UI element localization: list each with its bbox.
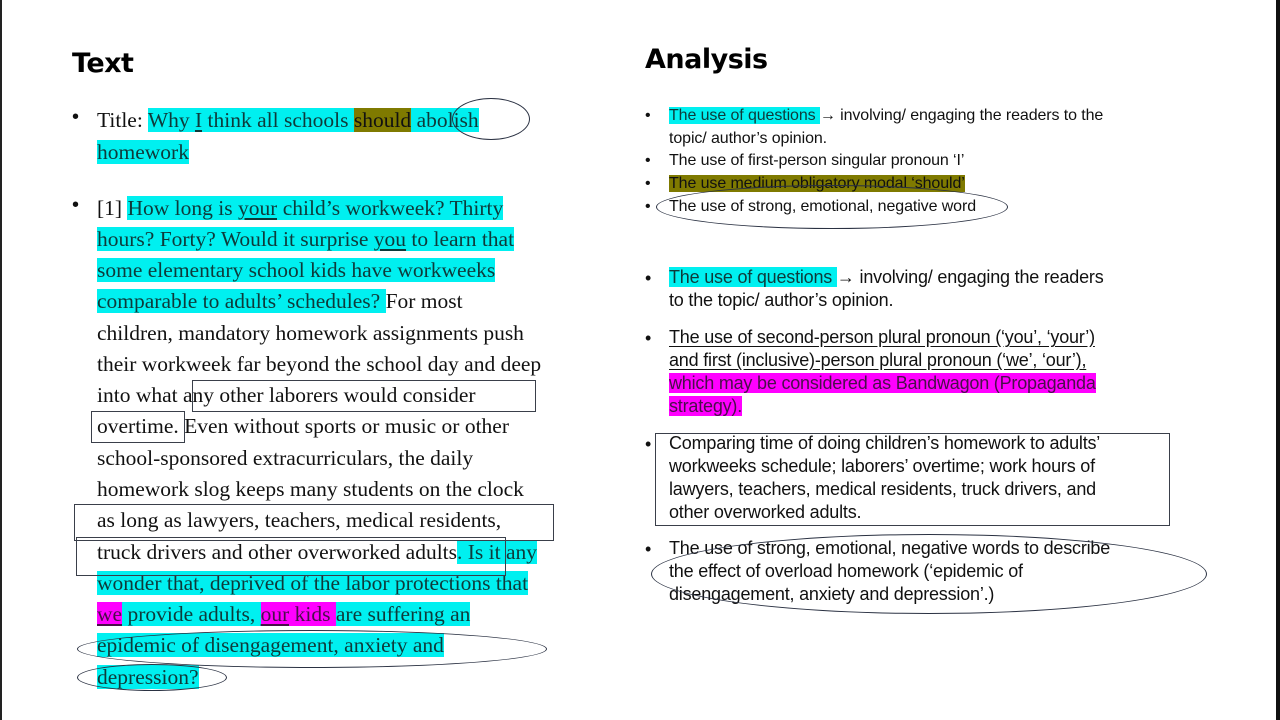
bullet-icon: • <box>645 539 652 559</box>
detail-item-comparing-line2: workweeks schedule; laborers’ overtime; work hours of <box>669 456 1095 476</box>
para-line-16: depression? <box>97 665 199 689</box>
bullet-icon: • <box>645 107 651 124</box>
para-line-13: wonder that, deprived of the labor protections that <box>97 571 529 595</box>
overtime-box-annotation <box>91 411 185 443</box>
detail-item-negative-line2: the effect of overload homework (‘epidemic of <box>669 561 1023 581</box>
para-line-7: into what any other laborers would consider <box>97 383 476 407</box>
arrow-right-icon: → <box>836 267 855 287</box>
para-line-1: [1] How long is your child’s workweek? Thirty <box>97 196 504 220</box>
summary-item-modal-should: The use medium obligatory modal ‘should’ <box>669 175 965 192</box>
arrow-right-icon: → <box>819 107 836 124</box>
bullet-icon: • <box>645 328 652 348</box>
para-line-14: we provide adults, our kids are suffering an <box>97 602 471 626</box>
detail-item-pronouns-line4: strategy). <box>669 396 743 416</box>
para-line-8: overtime. Even without sports or music or other <box>97 414 510 438</box>
lawyers-box-annotation <box>74 504 554 541</box>
summary-item-questions: The use of questions → involving/ engaging the readers to the <box>669 107 1104 124</box>
detail-item-negative-line1: The use of strong, emotional, negative words to describe <box>669 538 1111 558</box>
para-line-5: children, mandatory homework assignments push <box>97 321 524 345</box>
para-line-12: truck drivers and other overworked adults. Is it any <box>97 540 538 564</box>
detail-item-pronouns-line2: and first (inclusive)-person plural pronoun (‘we’, ‘our’), <box>669 350 1087 370</box>
pronoun-i: I <box>194 108 203 132</box>
summary-item-questions-line2: topic/ author’s opinion. <box>669 130 828 147</box>
text-heading: Text <box>72 48 134 79</box>
para-line-3: some elementary school kids have workweeks <box>97 258 496 282</box>
word-abolish: abolish <box>416 108 479 132</box>
comparing-box-annotation <box>655 433 1170 526</box>
slide-right-border <box>1276 0 1280 720</box>
laborers-box-annotation <box>192 380 536 412</box>
para-line-4: comparable to adults’ schedules? For most <box>97 289 463 313</box>
para-line-15: epidemic of disengagement, anxiety and <box>97 633 444 657</box>
detail-item-comparing-line3: lawyers, teachers, medical residents, truck drivers, and <box>669 479 1096 499</box>
title-line-1: Title: Why I think all schools should abolish <box>97 108 479 132</box>
summary-item-pronoun-i: The use of first-person singular pronoun ‘I’ <box>669 152 965 169</box>
abolish-circle-annotation <box>452 98 530 140</box>
negative-word-ellipse-annotation <box>656 185 1008 229</box>
detail-item-comparing-line1: Comparing time of doing children’s homework to adults’ <box>669 433 1101 453</box>
detail-item-questions: The use of questions → involving/ engaging the readers <box>669 267 1104 287</box>
summary-item-negative-words: The use of strong, emotional, negative word <box>669 198 976 215</box>
bullet-icon: • <box>72 106 80 128</box>
detail-item-comparing-line4: other overworked adults. <box>669 502 862 522</box>
depression-ellipse-annotation <box>77 664 227 691</box>
pronoun-we: we <box>97 602 123 626</box>
bullet-icon: • <box>645 198 651 215</box>
para-line-2: hours? Forty? Would it surprise you to learn that <box>97 227 515 251</box>
detail-item-questions-line2: to the topic/ author’s opinion. <box>669 290 894 310</box>
para-line-9: school-sponsored extracurriculars, the daily <box>97 446 474 470</box>
slide-left-border <box>0 0 2 720</box>
bullet-icon: • <box>645 175 651 192</box>
modal-should: should <box>353 108 412 132</box>
bullet-icon: • <box>645 268 652 288</box>
bullet-icon: • <box>72 194 80 216</box>
bullet-icon: • <box>645 152 651 169</box>
title-line-2: homework <box>97 140 189 164</box>
negative-words-ellipse-annotation <box>651 534 1207 614</box>
pronoun-our: our <box>260 602 290 626</box>
detail-item-negative-line3: disengagement, anxiety and depression’.) <box>669 584 995 604</box>
detail-item-pronouns-line3: which may be considered as Bandwagon (Propaganda <box>669 373 1096 393</box>
bullet-icon: • <box>645 434 652 454</box>
truck-drivers-box-annotation <box>76 537 506 576</box>
detail-item-pronouns-line1: The use of second-person plural pronoun (‘you’, ‘your’) <box>669 327 1095 347</box>
analysis-heading: Analysis <box>645 44 768 75</box>
epidemic-ellipse-annotation <box>77 630 547 668</box>
para-line-6: their workweek far beyond the school day and deep <box>97 352 542 376</box>
para-line-10: homework slog keeps many students on the clock <box>97 477 524 501</box>
para-line-11: as long as lawyers, teachers, medical residents, <box>97 508 502 532</box>
